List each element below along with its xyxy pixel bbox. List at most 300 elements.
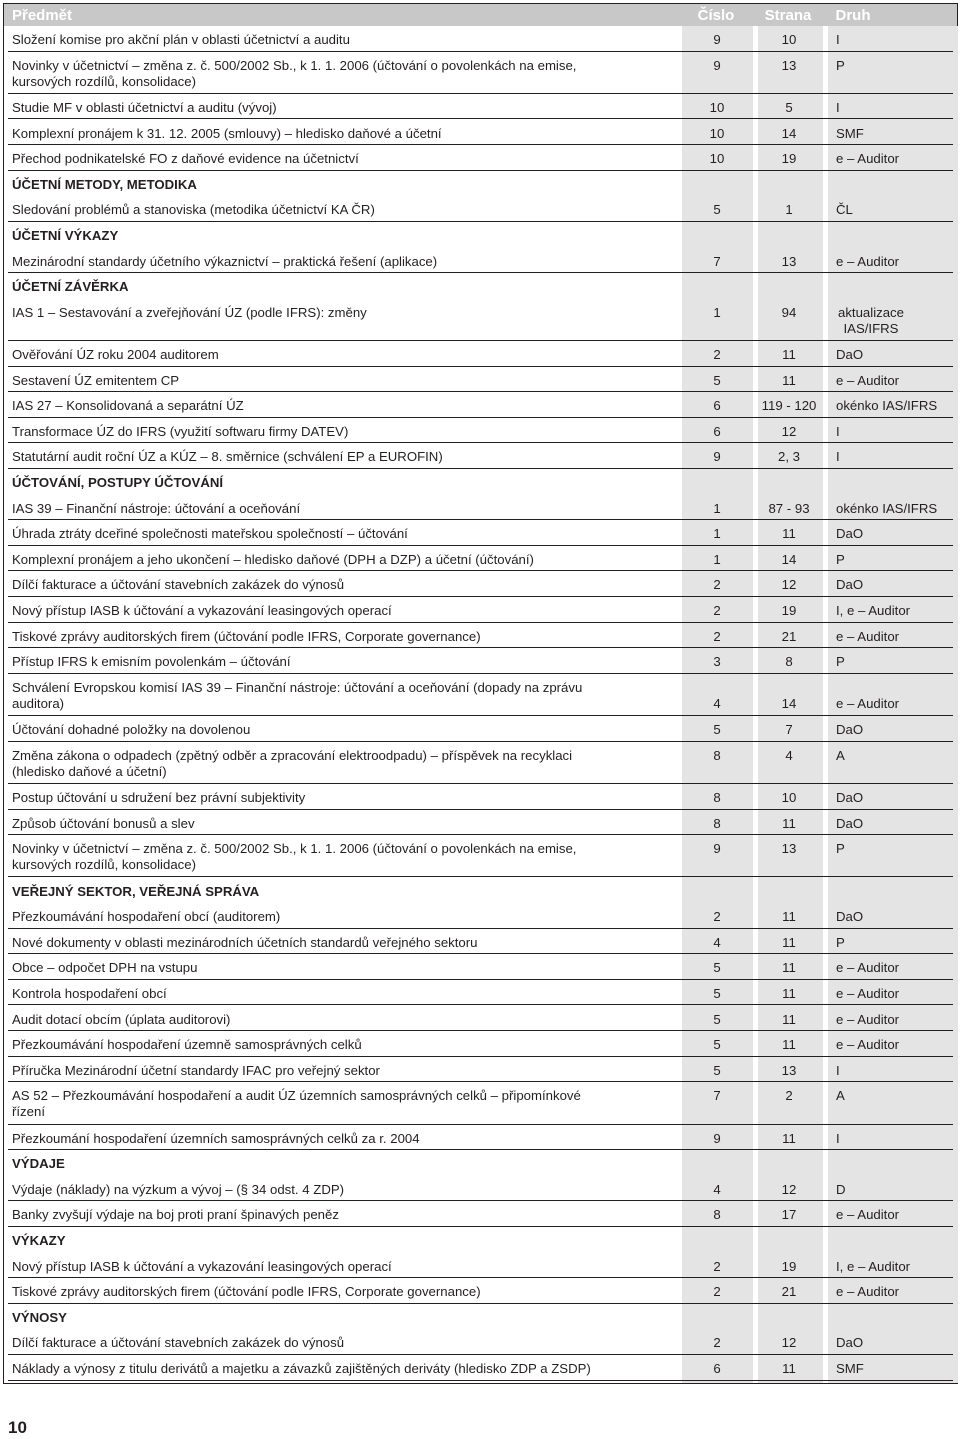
kind-cell — [836, 373, 899, 389]
number-cell: 4 — [713, 695, 721, 711]
kind-cell — [836, 1207, 899, 1223]
kind-cell — [836, 1361, 864, 1377]
cell-line: Úhrada ztráty dceřiné společnosti mateřskou společností – účtování — [12, 526, 408, 542]
number-cell: 4 — [713, 934, 721, 950]
number-cell: 5 — [713, 202, 721, 218]
cell-line: Transformace ÚZ do IFRS (využití softwaru firmy DATEV) — [12, 423, 349, 439]
subject-cell — [12, 1335, 344, 1351]
subject-cell — [12, 1284, 481, 1300]
kind-cell — [836, 347, 863, 363]
number-cell: 9 — [713, 1130, 721, 1146]
number-cell: 2 — [713, 909, 721, 925]
cell-line: řízení — [12, 1104, 45, 1120]
cell-line: Novinky v účetnictví – změna z. č. 500/2002 Sb., k 1. 1. 2006 (účtování o povolenkách na emise, — [12, 57, 577, 73]
kind-cell — [836, 202, 853, 218]
page-cell: 119 - 120 — [761, 398, 817, 414]
page-cell: 10 — [781, 790, 797, 805]
table-row — [4, 784, 957, 810]
cell-line: e – Auditor — [836, 151, 900, 167]
cell-line: Příručka Mezinárodní účetní standardy IFAC pro veřejný sektor — [12, 1062, 380, 1078]
table-row — [4, 1278, 957, 1304]
page-cell: 19 — [781, 151, 797, 167]
kind-cell — [836, 254, 899, 270]
table-row — [4, 1329, 957, 1355]
subject-cell — [12, 58, 576, 90]
table-row — [4, 443, 957, 469]
cell-line: VEŘEJNÝ SEKTOR, VEŘEJNÁ SPRÁVA — [12, 883, 260, 899]
kind-cell — [836, 151, 899, 167]
number-cell: 2 — [713, 1284, 721, 1300]
kind-cell — [836, 748, 845, 764]
kind-cell — [836, 1012, 899, 1028]
number-cell: 5 — [713, 372, 721, 388]
page-cell: 4 — [785, 747, 793, 763]
page-cell: 5 — [785, 99, 793, 115]
kind-cell — [836, 577, 863, 593]
cell-line: Účtování dohadné položky na dovolenou — [12, 722, 251, 738]
section-heading-row — [4, 1150, 957, 1176]
subject-cell — [12, 32, 350, 48]
cell-line: ÚČETNÍ METODY, METODIKA — [12, 176, 197, 192]
cell-line: Přístup IFRS k emisním povolenkám – účtování — [12, 654, 291, 670]
number-cell: 6 — [713, 1361, 721, 1376]
table-row — [4, 1031, 957, 1057]
number-cell: 10 — [709, 151, 725, 167]
row-divider — [8, 1380, 953, 1381]
kind-cell — [836, 424, 840, 440]
cell-line: auditora) — [12, 695, 65, 711]
number-cell: 9 — [713, 841, 721, 857]
cell-line: DaO — [836, 577, 864, 593]
cell-line: e – Auditor — [836, 1037, 900, 1053]
kind-cell — [836, 1131, 840, 1147]
cell-line: Novinky v účetnictví – změna z. č. 500/2002 Sb., k 1. 1. 2006 (účtování o povolenkách na emise, — [12, 841, 577, 857]
subject-cell — [12, 935, 478, 951]
cell-line: Postup účtování u sdružení bez právní subjektivity — [12, 790, 306, 805]
kind-cell — [836, 126, 864, 142]
kind-cell — [836, 935, 845, 951]
header-subject: Předmět — [12, 7, 73, 24]
page-cell: 11 — [782, 960, 796, 976]
table-row — [4, 597, 957, 623]
table-row — [4, 1082, 957, 1124]
cell-line: Přezkoumávání hospodaření územně samosprávných celků — [12, 1037, 362, 1053]
cell-line: Přezkoumání hospodaření územních samosprávných celků za r. 2004 — [12, 1130, 420, 1146]
cell-line: SMF — [836, 125, 864, 141]
number-cell: 2 — [713, 577, 721, 593]
subject-cell — [12, 347, 219, 363]
page-cell: 14 — [781, 551, 797, 567]
table-row — [4, 495, 957, 521]
cell-line: I — [836, 423, 840, 439]
table-row — [4, 367, 957, 393]
kind-cell — [836, 526, 863, 542]
page-cell: 21 — [781, 628, 797, 644]
subject-cell — [12, 202, 375, 218]
table-row — [4, 1253, 957, 1279]
number-cell: 9 — [713, 57, 721, 73]
subject-cell — [12, 126, 442, 142]
cell-line: DaO — [836, 722, 864, 738]
page-cell: 7 — [785, 722, 793, 738]
cell-line: e – Auditor — [836, 1284, 900, 1300]
section-heading-row — [4, 273, 957, 299]
subject-cell — [12, 373, 179, 389]
cell-line: Náklady a výnosy z titulu derivátů a majetku a závazků zajištěných deriváty (hledisko ZDP a ZSDP) — [12, 1361, 591, 1376]
cell-line: DaO — [836, 909, 864, 925]
page-cell: 11 — [782, 526, 796, 542]
cell-line: I — [836, 99, 840, 115]
table-row — [4, 418, 957, 444]
number-cell: 9 — [713, 449, 721, 465]
page-cell: 13 — [781, 1062, 797, 1078]
table-row — [4, 120, 957, 146]
subject-cell — [12, 748, 572, 780]
section-heading-row — [4, 222, 957, 248]
number-cell: 2 — [713, 628, 721, 644]
number-cell: 10 — [709, 99, 725, 115]
page-cell: 1 — [785, 202, 793, 218]
cell-line: Komplexní pronájem k 31. 12. 2005 (smlouvy) – hledisko daňové a účetní — [12, 125, 442, 141]
subject-cell — [12, 960, 197, 976]
subject-cell — [12, 603, 392, 619]
kind-cell — [836, 1182, 846, 1198]
table-row — [4, 980, 957, 1006]
cell-line: DaO — [836, 526, 864, 542]
table-row — [4, 810, 957, 836]
header-number: Číslo — [697, 7, 735, 24]
cell-line: e – Auditor — [836, 985, 900, 1001]
cell-line: Sledování problémů a stanoviska (metodika účetnictví KA ČR) — [12, 202, 375, 218]
number-cell: 2 — [713, 603, 721, 618]
kind-cell — [836, 1259, 910, 1275]
subject-cell — [12, 816, 195, 832]
subject-cell — [12, 1012, 230, 1028]
subject-cell — [12, 526, 408, 542]
cell-line: Kontrola hospodaření obcí — [12, 985, 167, 1001]
cell-line: Přezkoumávání hospodaření obcí (auditorem) — [12, 909, 281, 925]
cell-line: kursových rozdílů, konsolidace) — [12, 857, 196, 873]
number-cell: 1 — [713, 500, 721, 516]
number-cell: 6 — [713, 423, 721, 439]
page-cell: 11 — [782, 934, 796, 950]
section-heading-row — [4, 171, 957, 197]
cell-line: A — [836, 1088, 845, 1104]
number-cell: 2 — [713, 1258, 721, 1274]
kind-cell — [836, 654, 845, 670]
subject-cell — [12, 151, 359, 167]
subject-cell — [12, 552, 534, 568]
cell-line: e – Auditor — [836, 695, 900, 711]
number-cell: 8 — [713, 790, 721, 805]
cell-line: e – Auditor — [836, 253, 900, 269]
cell-line: Změna zákona o odpadech (zpětný odběr a zpracování elektroodpadu) – příspěvek na recyklaci — [12, 747, 573, 763]
page-cell: 19 — [781, 603, 797, 618]
subject-cell — [12, 1088, 581, 1120]
cell-line: I — [836, 32, 840, 47]
table-row — [4, 392, 957, 418]
subject-cell — [12, 424, 348, 440]
cell-line: ÚČETNÍ VÝKAZY — [12, 227, 119, 243]
section-title — [12, 884, 259, 900]
number-cell: 4 — [713, 1181, 721, 1197]
subject-cell — [12, 722, 250, 738]
table-row — [4, 571, 957, 597]
cell-line: Schválení Evropskou komisí IAS 39 – Finanční nástroje: účtování a oceňování (dopady na zprávu — [12, 679, 583, 695]
cell-line: IAS 39 – Finanční nástroje: účtování a oceňování — [12, 500, 301, 516]
subject-cell — [12, 254, 437, 270]
number-cell: 8 — [713, 747, 721, 763]
page-cell: 11 — [782, 372, 796, 388]
subject-cell — [12, 1037, 362, 1053]
number-cell: 8 — [713, 815, 721, 831]
page-cell: 94 — [781, 304, 797, 320]
table-row — [4, 674, 957, 716]
page-cell: 11 — [782, 1361, 796, 1376]
kind-cell — [836, 501, 937, 517]
number-cell: 2 — [713, 1335, 721, 1351]
page-cell: 13 — [781, 841, 797, 857]
table-row — [4, 623, 957, 649]
page-cell: 2, 3 — [778, 449, 800, 465]
cell-line: IAS/IFRS — [843, 320, 899, 336]
kind-cell — [836, 58, 845, 74]
header-page: Strana — [764, 7, 812, 24]
kind-cell — [836, 449, 840, 465]
kind-cell — [836, 1063, 840, 1079]
cell-line: DaO — [836, 790, 864, 805]
number-cell: 10 — [709, 125, 725, 141]
cell-line: Způsob účtování bonusů a slev — [12, 815, 195, 831]
kind-cell — [836, 629, 899, 645]
table-row — [4, 903, 957, 929]
number-cell: 6 — [713, 398, 721, 414]
kind-cell — [836, 1037, 899, 1053]
cell-line: e – Auditor — [836, 372, 900, 388]
page-cell: 21 — [781, 1284, 797, 1300]
kind-cell — [836, 986, 899, 1002]
cell-line: ČL — [836, 202, 853, 218]
table-row — [4, 835, 957, 877]
cell-line: DaO — [836, 815, 864, 831]
section-title — [12, 279, 129, 295]
table-row — [4, 546, 957, 572]
table-row — [4, 1057, 957, 1083]
table-row — [4, 341, 957, 367]
subject-cell — [12, 1259, 392, 1275]
cell-line: aktualizace — [838, 304, 904, 320]
page-cell: 14 — [781, 125, 797, 141]
cell-line: ÚČETNÍ ZÁVĚRKA — [12, 279, 129, 295]
kind-cell — [836, 816, 863, 832]
cell-line: Banky zvyšují výdaje na boj proti praní špinavých peněz — [12, 1207, 339, 1223]
kind-cell — [836, 1088, 845, 1104]
kind-cell — [836, 1335, 863, 1351]
table-row — [4, 1355, 957, 1381]
cell-line: I, e – Auditor — [836, 603, 911, 618]
subject-cell — [12, 501, 300, 517]
kind-cell — [836, 32, 840, 48]
table-row — [4, 1125, 957, 1151]
kind-cell — [836, 960, 899, 976]
kind-cell — [836, 909, 863, 925]
cell-line: P — [836, 934, 845, 950]
cell-line: AS 52 – Přezkoumávání hospodaření a audit ÚZ územních samosprávných celků – připomínkové — [12, 1088, 581, 1104]
subject-cell — [12, 790, 305, 806]
cell-line: I — [836, 1130, 840, 1146]
section-title — [12, 228, 118, 244]
cell-line: IAS 27 – Konsolidovaná a separátní ÚZ — [12, 398, 244, 414]
subject-cell — [12, 1361, 591, 1377]
cell-line: D — [836, 1181, 846, 1197]
page-cell: 8 — [785, 654, 793, 670]
subject-cell — [12, 1182, 344, 1198]
page-cell: 13 — [781, 57, 797, 73]
cell-line: DaO — [836, 347, 864, 362]
table-row — [4, 196, 957, 222]
table-row — [4, 1006, 957, 1032]
kind-cell — [836, 603, 910, 619]
page-cell: 12 — [781, 423, 797, 439]
cell-line: e – Auditor — [836, 628, 900, 644]
cell-line: e – Auditor — [836, 1207, 900, 1223]
subject-cell — [12, 1063, 380, 1079]
page-number: 10 — [8, 1418, 27, 1437]
number-cell: 5 — [713, 1062, 721, 1078]
subject-cell — [12, 841, 576, 873]
table-body — [4, 4, 957, 1383]
page-cell: 17 — [781, 1207, 797, 1223]
table-row — [4, 299, 957, 341]
section-heading-row — [4, 1227, 957, 1253]
index-table — [3, 3, 958, 1384]
subject-cell — [12, 398, 244, 414]
page-cell: 12 — [781, 1335, 797, 1351]
cell-line: kursových rozdílů, konsolidace) — [12, 73, 196, 89]
cell-line: Komplexní pronájem a jeho ukončení – hledisko daňové (DPH a DZP) a účetní (účtování) — [12, 551, 534, 567]
section-title — [12, 475, 223, 491]
page-cell: 2 — [785, 1088, 793, 1104]
subject-cell — [12, 100, 277, 116]
cell-line: Statutární audit roční ÚZ a KÚZ – 8. směrnice (schválení EP a EUROFIN) — [12, 449, 443, 465]
table-row — [4, 248, 957, 274]
page-cell: 11 — [782, 815, 796, 831]
page-cell: 11 — [782, 1037, 796, 1053]
subject-cell — [12, 305, 367, 321]
number-cell: 8 — [713, 1207, 721, 1223]
section-title — [12, 1233, 66, 1249]
cell-line: P — [836, 654, 845, 670]
cell-line: (hledisko daňové a účetní) — [12, 763, 167, 779]
cell-line: VÝKAZY — [12, 1233, 66, 1248]
kind-cell — [836, 100, 840, 116]
number-cell: 1 — [713, 304, 721, 320]
table-row — [4, 145, 957, 171]
kind-cell — [836, 696, 899, 712]
section-title — [12, 177, 197, 193]
cell-line: Dílčí fakturace a účtování stavebních zakázek do výnosů — [12, 1335, 345, 1351]
number-cell: 3 — [713, 654, 721, 670]
table-row — [4, 520, 957, 546]
cell-line: VÝNOSY — [12, 1309, 67, 1325]
cell-line: IAS 1 – Sestavování a zveřejňování ÚZ (podle IFRS): změny — [12, 304, 367, 320]
cell-line: Dílčí fakturace a účtování stavebních zakázek do výnosů — [12, 577, 345, 593]
section-heading-row — [4, 1304, 957, 1330]
cell-line: Studie MF v oblasti účetnictví a auditu (vývoj) — [12, 99, 277, 115]
page-cell: 11 — [782, 347, 796, 362]
number-cell: 5 — [713, 1037, 721, 1053]
cell-line: Sestavení ÚZ emitentem CP — [12, 372, 180, 388]
table-row — [4, 716, 957, 742]
cell-line: Tiskové zprávy auditorských firem (účtování podle IFRS, Corporate governance) — [12, 628, 481, 644]
cell-line: Výdaje (náklady) na výzkum a vývoj – (§ 34 odst. 4 ZDP) — [12, 1181, 345, 1197]
cell-line: Tiskové zprávy auditorských firem (účtování podle IFRS, Corporate governance) — [12, 1284, 481, 1300]
subject-cell — [12, 986, 167, 1002]
subject-cell — [12, 577, 344, 593]
cell-line: Audit dotací obcím (úplata auditorovi) — [12, 1011, 231, 1027]
subject-cell — [12, 629, 481, 645]
section-title — [12, 1310, 67, 1326]
cell-line: e – Auditor — [836, 1011, 900, 1027]
number-cell: 5 — [713, 960, 721, 976]
cell-line: Nový přístup IASB k účtování a vykazování leasingových operací — [12, 1258, 392, 1274]
cell-line: P — [836, 57, 845, 73]
number-cell: 7 — [713, 1088, 721, 1104]
cell-line: Mezinárodní standardy účetního výkaznictví – praktická řešení (aplikace) — [12, 253, 438, 269]
subject-cell — [12, 1207, 339, 1223]
section-heading-row — [4, 878, 957, 904]
header-kind: Druh — [835, 7, 871, 24]
page-cell: 12 — [781, 1181, 797, 1197]
cell-line: e – Auditor — [836, 960, 900, 976]
cell-line: VÝDAJE — [12, 1156, 65, 1172]
page-cell: 11 — [782, 1011, 796, 1027]
table-row — [4, 52, 957, 94]
cell-line: Nové dokumenty v oblasti mezinárodních účetních standardů veřejného sektoru — [12, 934, 478, 950]
cell-line: I — [836, 1062, 840, 1078]
cell-line: Nový přístup IASB k účtování a vykazování leasingových operací — [12, 603, 392, 618]
cell-line: SMF — [836, 1361, 864, 1376]
number-cell: 5 — [713, 722, 721, 738]
kind-cell — [836, 722, 863, 738]
section-title — [12, 1156, 65, 1172]
cell-line: I, e – Auditor — [836, 1258, 911, 1274]
table-row — [4, 26, 957, 52]
cell-line: A — [836, 747, 845, 763]
cell-line: DaO — [836, 1335, 864, 1351]
number-cell: 1 — [713, 551, 721, 567]
page-cell: 19 — [781, 1258, 797, 1274]
cell-line: okénko IAS/IFRS — [836, 500, 938, 516]
table-row — [4, 94, 957, 120]
number-cell: 5 — [713, 1011, 721, 1027]
section-heading-row — [4, 469, 957, 495]
kind-cell — [836, 398, 937, 414]
cell-line: I — [836, 449, 840, 465]
table-row — [4, 954, 957, 980]
page-cell: 13 — [781, 253, 797, 269]
kind-cell — [836, 841, 845, 857]
kind-cell — [836, 552, 845, 568]
cell-line: Obce – odpočet DPH na vstupu — [12, 960, 198, 976]
cell-line: P — [836, 551, 845, 567]
page-cell: 14 — [781, 695, 797, 711]
subject-cell — [12, 1131, 420, 1147]
kind-cell — [838, 305, 904, 337]
kind-cell — [836, 1284, 899, 1300]
page-cell: 11 — [782, 1130, 796, 1146]
cell-line: Přechod podnikatelské FO z daňové evidence na účetnictví — [12, 151, 359, 167]
